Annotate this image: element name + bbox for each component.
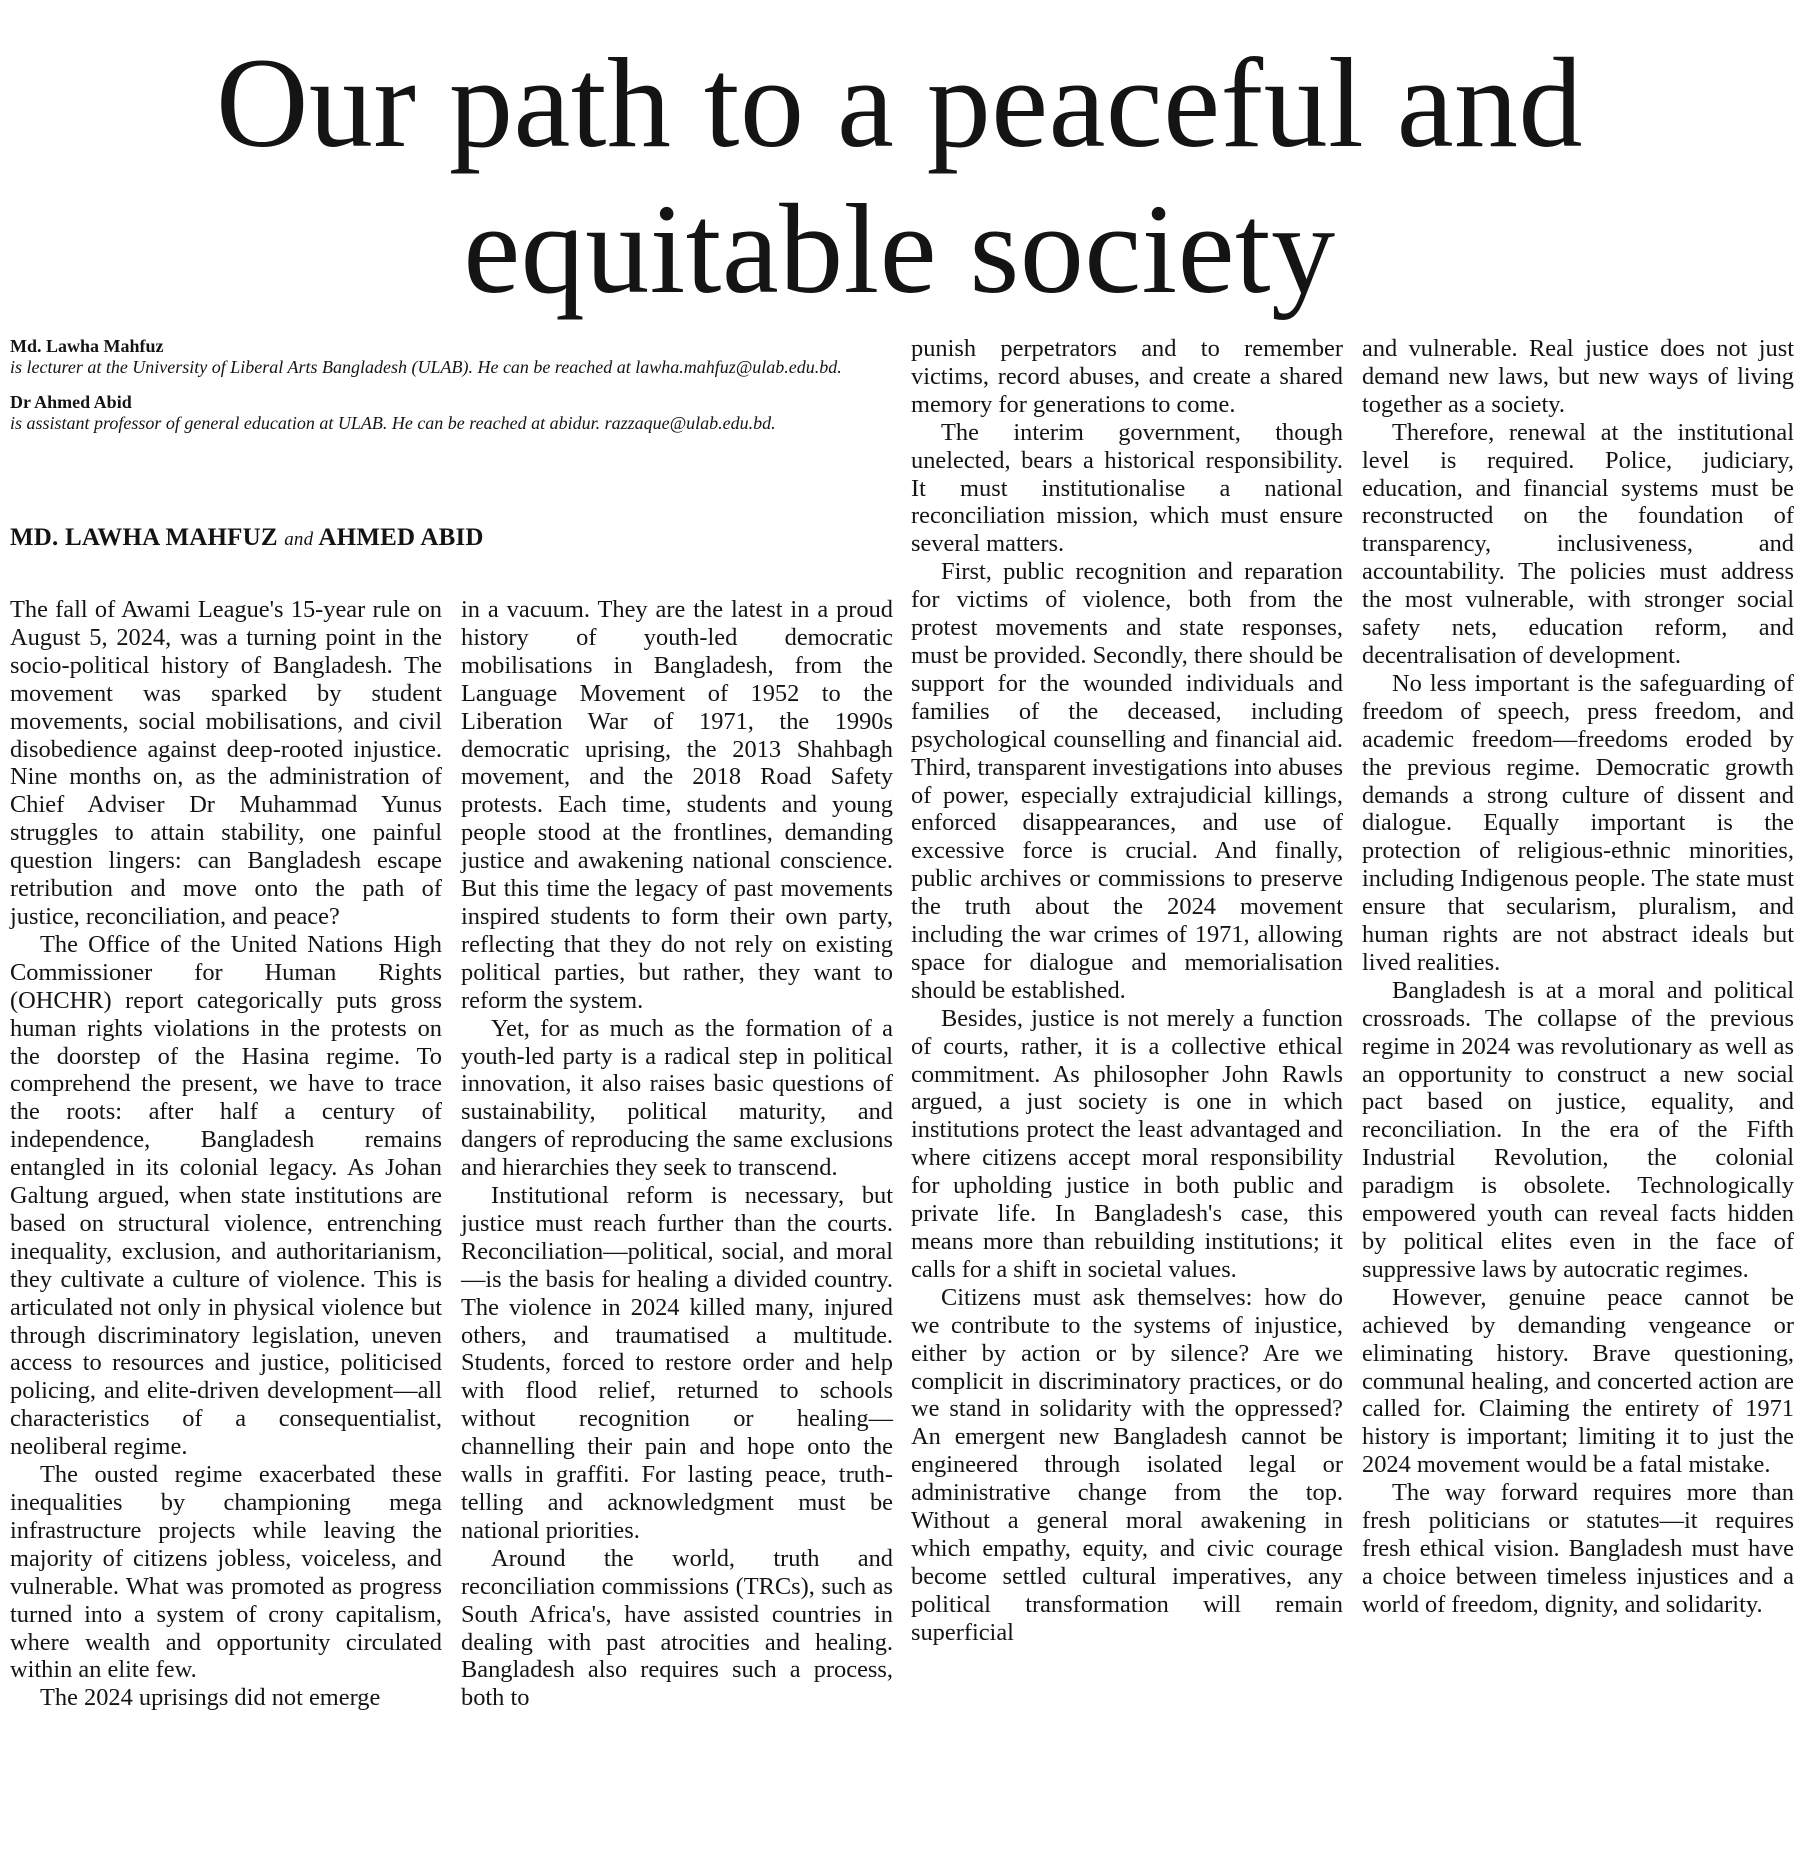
author-bio-text-2: is assistant professor of general education at ULAB. He can be reached at abidur. razzaque@ulab.edu.bd.: [10, 413, 776, 433]
byline-author-1: MD. LAWHA MAHFUZ: [10, 524, 278, 551]
author-bio-name-1: Md. Lawha Mahfuz: [10, 336, 164, 356]
article-column-4: [1362, 335, 1794, 1619]
paragraph: First, public recognition and reparation for victims of violence, both from the protest movements and state responses, must be provided. Secondly, there should be support for the wounded individuals and families of the deceased, including psychological counselling and financial aid. Third, transparent investigations into abuses of power, especially extrajudicial killings, enforced disappearances, and use of excessive force is crucial. And finally, public archives or commissions to preserve the truth about the 2024 movement including the war crimes of 1971, allowing space for dialogue and memorialisation should be established.: [911, 558, 1343, 1004]
author-bio-text-1: is lecturer at the University of Liberal Arts Bangladesh (ULAB). He can be reached at lawha.mahfuz@ulab.edu.bd.: [10, 357, 842, 377]
paragraph: punish perpetrators and to remember victims, record abuses, and create a shared memory for generations to come.: [911, 335, 1343, 418]
paragraph: and vulnerable. Real justice does not just demand new laws, but new ways of living together as a society.: [1362, 335, 1794, 418]
paragraph: No less important is the safeguarding of freedom of speech, press freedom, and academic freedom—freedoms eroded by the previous regime. Democratic growth demands a strong culture of dissent and dialogue. Equally important is the protection of religious-ethnic minorities, including Indigenous people. The state must ensure that secularism, pluralism, and human rights are not abstract ideals but lived realities.: [1362, 669, 1794, 976]
article-column-2: [461, 596, 893, 1712]
headline-line-2: equitable society: [463, 178, 1336, 320]
paragraph: in a vacuum. They are the latest in a proud history of youth-led democratic mobilisations in Bangladesh, from the Language Movement of 1952 to the Liberation War of 1971, the 1990s democratic uprising, the 2013 Shahbagh movement, and the 2018 Road Safety protests. Each time, students and young people stood at the frontlines, demanding justice and awakening national conscience. But this time the legacy of past movements inspired students to form their own party, reflecting that they do not rely on existing political parties, but rather, they want to reform the system.: [461, 596, 893, 1014]
paragraph: Around the world, truth and reconciliation commissions (TRCs), such as South Africa's, have assisted countries in dealing with past atrocities and healing. Bangladesh also requires such a process, both to: [461, 1544, 893, 1712]
paragraph: Institutional reform is necessary, but justice must reach further than the courts. Reconciliation—political, social, and moral—is the basis for healing a divided country. The violence in 2024 killed many, injured others, and traumatised a multitude. Students, forced to restore order and help with flood relief, returned to schools without recognition or healing—channelling their pain and hope onto the walls in graffiti. For lasting peace, truth-telling and acknowledgment must be national priorities.: [461, 1182, 893, 1544]
paragraph: Therefore, renewal at the institutional level is required. Police, judiciary, education, and financial systems must be reconstructed on the foundation of transparency, inclusiveness, and accountability. The policies must address the most vulnerable, with stronger social safety nets, education reform, and decentralisation of development.: [1362, 418, 1794, 669]
article-column-3: [911, 335, 1343, 1647]
paragraph: The ousted regime exacerbated these inequalities by championing mega infrastructure projects while leaving the majority of citizens jobless, voiceless, and vulnerable. What was promoted as progress turned into a system of crony capitalism, where wealth and opportunity circulated within an elite few.: [10, 1461, 442, 1684]
paragraph: Citizens must ask themselves: how do we contribute to the systems of injustice, either by action or by silence? Are we complicit in discriminatory practices, or do we stand in solidarity with the oppressed? An emergent new Bangladesh cannot be engineered through isolated legal or administrative change from the top. Without a general moral awakening in which empathy, equity, and civic courage become settled cultural imperatives, any political transformation will remain superficial: [911, 1283, 1343, 1646]
paragraph: However, genuine peace cannot be achieved by demanding vengeance or eliminating history. Brave questioning, communal healing, and concerted action are called for. Claiming the entirety of 1971 history is important; limiting it to just the 2024 movement would be a fatal mistake.: [1362, 1283, 1794, 1479]
paragraph: Bangladesh is at a moral and political crossroads. The collapse of the previous regime in 2024 was revolutionary as well as an opportunity to construct a new social pact based on justice, equality, and reconciliation. In the era of the Fifth Industrial Revolution, the colonial paradigm is obsolete. Technologically empowered youth can reveal facts hidden by political elites even in the face of suppressive laws by autocratic regimes.: [1362, 976, 1794, 1283]
paragraph: The interim government, though unelected, bears a historical responsibility. It must institutionalise a national reconciliation mission, which must ensure several matters.: [911, 418, 1343, 558]
paragraph: Besides, justice is not merely a function of courts, rather, it is a collective ethical commitment. As philosopher John Rawls argued, a just society is one in which institutions protect the least advantaged and where citizens accept moral responsibility for upholding justice in both public and private life. In Bangladesh's case, this means more than rebuilding institutions; it calls for a shift in societal values.: [911, 1004, 1343, 1283]
byline-connector: and: [284, 529, 314, 550]
paragraph: The Office of the United Nations High Commissioner for Human Rights (OHCHR) report categorically puts gross human rights violations in the protests on the doorstep of the Hasina regime. To comprehend the present, we have to trace the roots: after half a century of independence, Bangladesh remains entangled in its colonial legacy. As Johan Galtung argued, when state institutions are based on structural violence, entrenching inequality, exclusion, and authoritarianism, they cultivate a culture of violence. This is articulated not only in physical violence but through discriminatory legislation, uneven access to resources and justice, politicised policing, and elite-driven development—all characteristics of a consequentialist, neoliberal regime.: [10, 930, 442, 1461]
article-column-1: [10, 596, 442, 1712]
paragraph: The way forward requires more than fresh politicians or statutes—it requires fresh ethical vision. Bangladesh must have a choice between timeless injustices and a world of freedom, dignity, and solidarity.: [1362, 1479, 1794, 1618]
headline: [0, 30, 1799, 322]
paragraph: The 2024 uprisings did not emerge: [40, 1684, 381, 1712]
byline: [10, 524, 484, 552]
headline-line-1: Our path to a peaceful and: [215, 32, 1584, 174]
paragraph: Yet, for as much as the formation of a youth-led party is a radical step in political innovation, it also raises basic questions of sustainability, political maturity, and dangers of reproducing the same exclusions and hierarchies they seek to transcend.: [461, 1014, 893, 1182]
byline-author-2: AHMED ABID: [318, 524, 484, 551]
paragraph: The fall of Awami League's 15-year rule on August 5, 2024, was a turning point in the socio-political history of Bangladesh. The movement was sparked by student movements, social mobilisations, and civil disobedience against deep-rooted injustice. Nine months on, as the administration of Chief Adviser Dr Muhammad Yunus struggles to attain stability, one painful question lingers: can Bangladesh escape retribution and move onto the path of justice, reconciliation, and peace?: [10, 596, 442, 930]
author-bios: [10, 336, 870, 448]
author-bio-name-2: Dr Ahmed Abid: [10, 392, 132, 412]
